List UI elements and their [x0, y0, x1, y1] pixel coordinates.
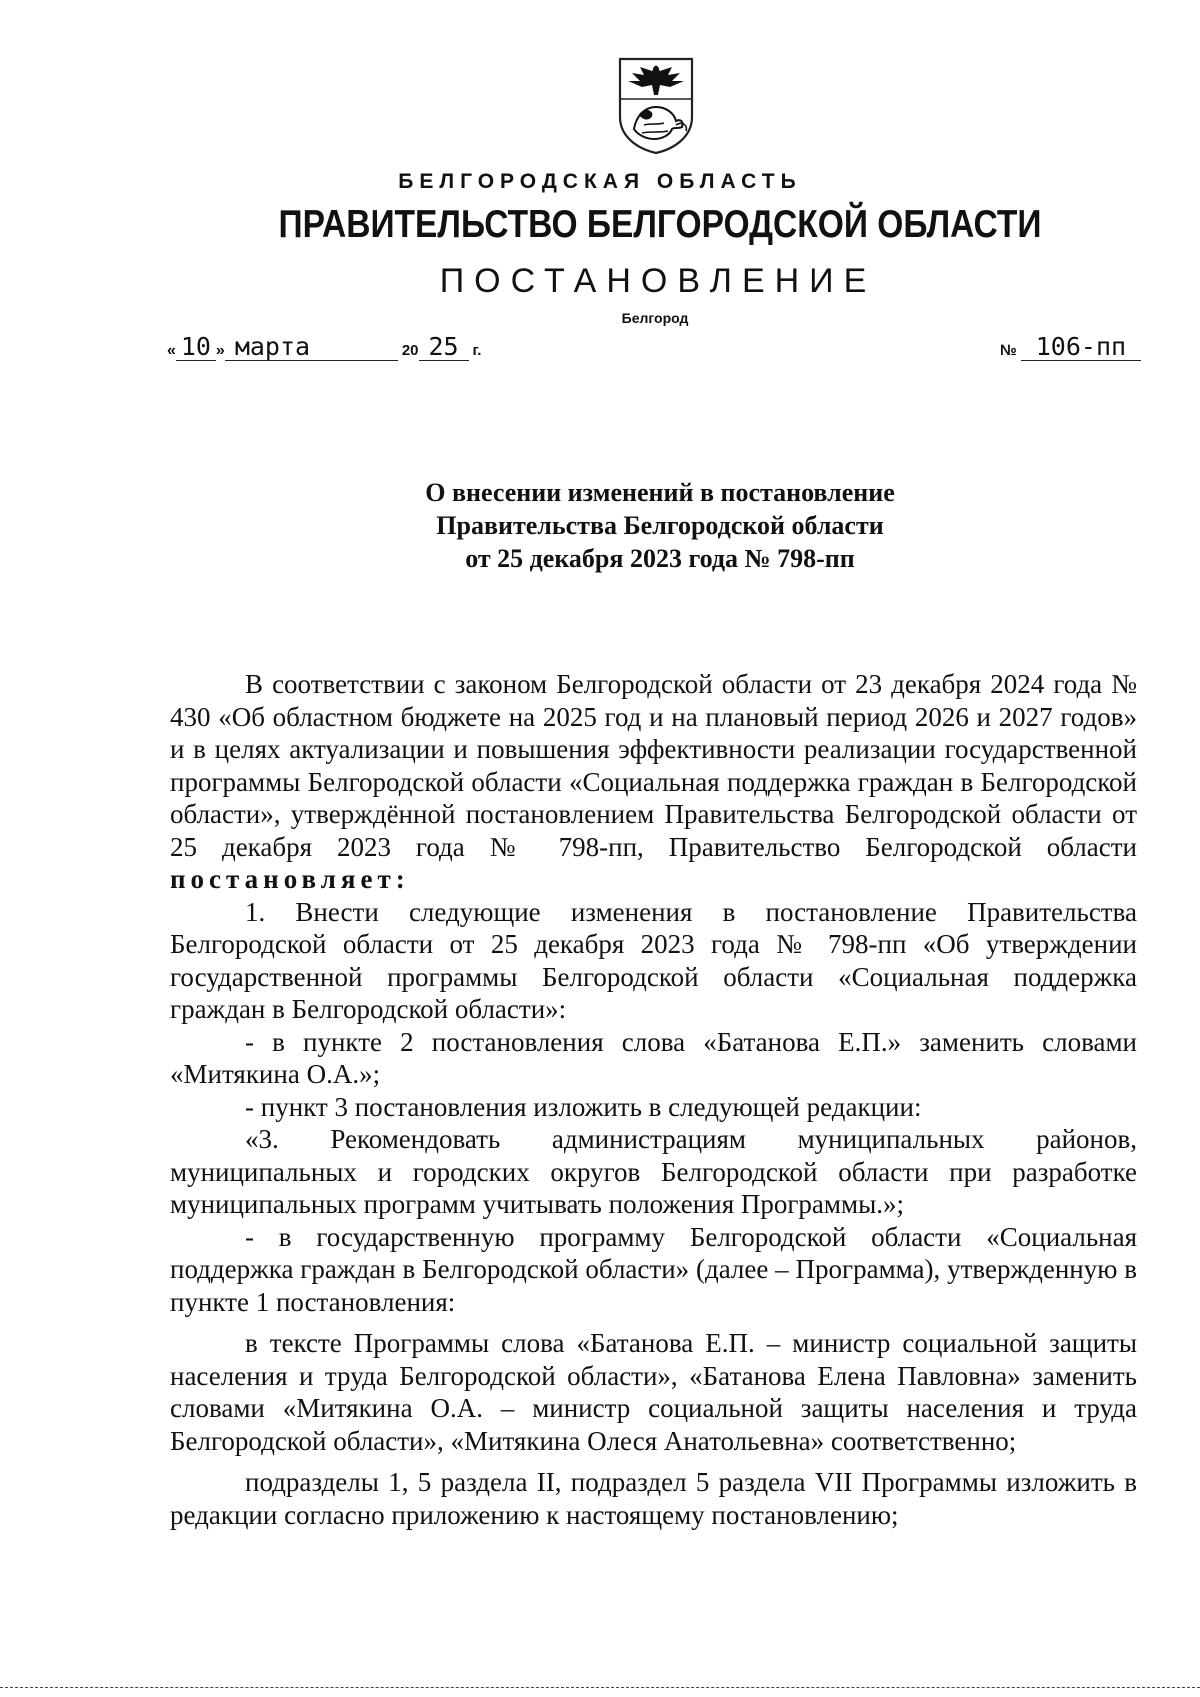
document-title: [0, 476, 1200, 575]
resolves-word: постановляет:: [170, 864, 410, 894]
date-close-quote: »: [215, 342, 225, 359]
number-sign: №: [1000, 342, 1017, 359]
date-year-mark: г.: [472, 342, 482, 359]
date-month: марта: [225, 334, 398, 361]
document-type: ПОСТАНОВЛЕНИЕ: [439, 262, 877, 300]
title-line-2: Правительства Белгородской области: [436, 511, 884, 540]
title-line-3: от 25 декабря 2023 года № 798-пп: [465, 544, 855, 573]
paragraph-replace-names: в тексте Программы слова «Батанова Е.П. – министр социальной защиты населения и труда Белгородской области», «Батанова Елена Павловна» заменить словами «Митякина О.А. – министр социальной защиты населения и труда Белгородской области», «Митякина Олеся Анатольевна» соответственно;: [170, 1328, 1137, 1456]
number-value: 106-пп: [1021, 334, 1141, 361]
paragraph-item-1: 1. Внести следующие изменения в постановление Правительства Белгородской области от 25 декабря 2023 года № 798-пп «Об утверждении государственной программы Белгородской области «Социальная поддержка граждан в Белгородской области»:: [170, 896, 1137, 1024]
page-bottom-divider: [0, 1687, 1200, 1689]
document-number: [1000, 334, 1141, 361]
paragraph-recommendation: «3. Рекомендовать администрациям муниципальных районов, муниципальных и городских округов Белгородской области при разработке муниципальных программ учитывать положения Программы.»;: [170, 1124, 1137, 1219]
region-name: БЕЛГОРОДСКАЯ ОБЛАСТЬ: [398, 170, 802, 193]
preamble-text: В соответствии с законом Белгородской области от 23 декабря 2024 года № 430 «Об областном бюджете на 2025 год и на плановый период 2026 и 2027 годов» и в целях актуализации и повышения эффективности реализации государственной программы Белгородской области «Социальная поддержка граждан в Белгородской области», утверждённой постановлением Правительства Белгородской области от 25 декабря 2023 года № 798-пп, Правительство Белгородской области: [170, 669, 1137, 862]
date-open-quote: «: [167, 342, 176, 359]
document-date: [167, 334, 481, 361]
paragraph-preamble: [170, 668, 1137, 896]
coat-of-arms-icon: [614, 55, 698, 155]
date-day: 10: [176, 334, 216, 361]
title-line-1: О внесении изменений в постановление: [425, 478, 895, 507]
paragraph-point-2: - в пункте 2 постановления слова «Батанова Е.П.» заменить словами «Митякина О.А.»;: [170, 1026, 1137, 1089]
paragraph-subsections: подразделы 1, 5 раздела II, подраздел 5 раздела VII Программы изложить в редакции согласно приложению к настоящему постановлению;: [170, 1467, 1137, 1530]
city-name: Белгород: [621, 310, 689, 326]
paragraph-point-3: - пункт 3 постановления изложить в следующей редакции:: [245, 1091, 922, 1122]
date-year-suffix: 25: [419, 334, 469, 361]
document-body: [170, 668, 1137, 1531]
government-name: ПРАВИТЕЛЬСТВО БЕЛГОРОДСКОЙ ОБЛАСТИ: [278, 203, 1042, 246]
paragraph-program: - в государственную программу Белгородской области «Социальная поддержка граждан в Белгородской области» (далее – Программа), утвержденную в пункте 1 постановления:: [170, 1221, 1137, 1317]
date-year-prefix: 20: [401, 342, 419, 359]
